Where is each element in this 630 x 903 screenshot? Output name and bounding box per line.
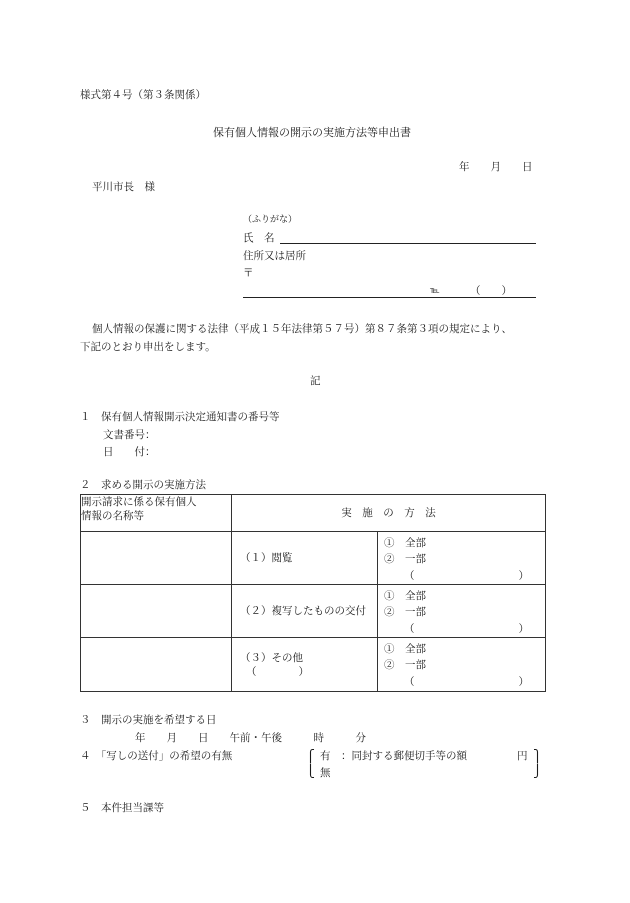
furigana-label: （ふりがな） [243,215,298,225]
table-row [81,638,546,692]
info-name-cell[interactable] [81,532,232,585]
date-label: 日 付： [103,446,156,458]
intro-line-2: 下記のとおり申出をします。 [80,341,216,353]
option-partial[interactable]: ② 一部 [384,606,426,618]
option-all[interactable]: ① 全部 [384,590,426,602]
table-row [81,585,546,638]
section4-heading: ４ 「写しの送付」の希望の有無 [80,750,233,762]
ki-label: 記 [310,375,321,387]
method-cell [232,532,378,585]
col-header-line-1: 開示請求に係る保有個人 [81,496,197,508]
page-title: 保有個人情報の開示の実施方法等申出書 [213,126,411,139]
table-row [81,532,546,585]
send-copy-no[interactable]: 無 [320,767,331,779]
tel-label: ℡ [430,286,440,296]
intro-line-1: 個人情報の保護に関する法律（平成１５年法律第５７号）第８７条第３項の規定により、 [92,323,512,335]
name-label: 氏 名 [243,232,275,244]
paren-open: （ [404,570,415,582]
paren-close: ） [518,570,529,582]
address-label: 住所又は居所 [243,250,306,262]
paren-close: ） [518,623,529,635]
paren-open: （ [404,676,415,688]
yen-label: 円 [517,750,528,762]
method-table [80,494,546,692]
date-line: 年 月 日 [459,161,533,173]
col-header-line-2: 情報の名称等 [81,510,144,522]
doc-number-label: 文書番号： [103,429,156,441]
name-underline [280,243,536,244]
right-brace-icon: ⎫ ⎭ [533,749,542,778]
address-underline [243,297,536,298]
method-label: （３）その他 [240,651,303,664]
option-cell [378,638,546,692]
info-name-cell[interactable] [81,638,232,692]
method-label: （１）閲覧 [240,552,293,564]
section1-heading: １ 保有個人情報開示決定通知書の番号等 [80,411,280,423]
tel-paren: （ ） [470,285,512,297]
postal-mark: 〒 [243,267,254,279]
section5-heading: ５ 本件担当課等 [80,802,164,814]
option-all[interactable]: ① 全部 [384,537,426,549]
other-method-blank[interactable]: （ ） [246,665,309,678]
send-copy-yes[interactable]: 有 ：同封する郵便切手等の額 [320,750,467,762]
section3-heading: ３ 開示の実施を希望する日 [80,714,217,726]
col-header-info-name [81,495,232,532]
method-label: （２）複写したものの交付 [240,605,366,617]
option-partial[interactable]: ② 一部 [384,553,426,565]
method-cell [232,638,378,692]
table-header-row [81,495,546,532]
info-name-cell[interactable] [81,585,232,638]
option-cell [378,585,546,638]
paren-open: （ [404,623,415,635]
form-id: 様式第４号（第３条関係） [80,89,206,101]
left-brace-icon: ⎧ ⎩ [306,749,315,778]
desired-datetime: 年 月 日 午前・午後 時 分 [135,732,366,744]
method-cell [232,585,378,638]
col-header-method-label: 実 施 の 方 法 [341,507,436,519]
addressee: 平川市長 様 [92,181,155,193]
option-cell [378,532,546,585]
option-partial[interactable]: ② 一部 [384,659,426,671]
col-header-method [232,495,546,532]
paren-close: ） [518,676,529,688]
option-all[interactable]: ① 全部 [384,643,426,655]
section2-heading: ２ 求める開示の実施方法 [80,479,206,491]
